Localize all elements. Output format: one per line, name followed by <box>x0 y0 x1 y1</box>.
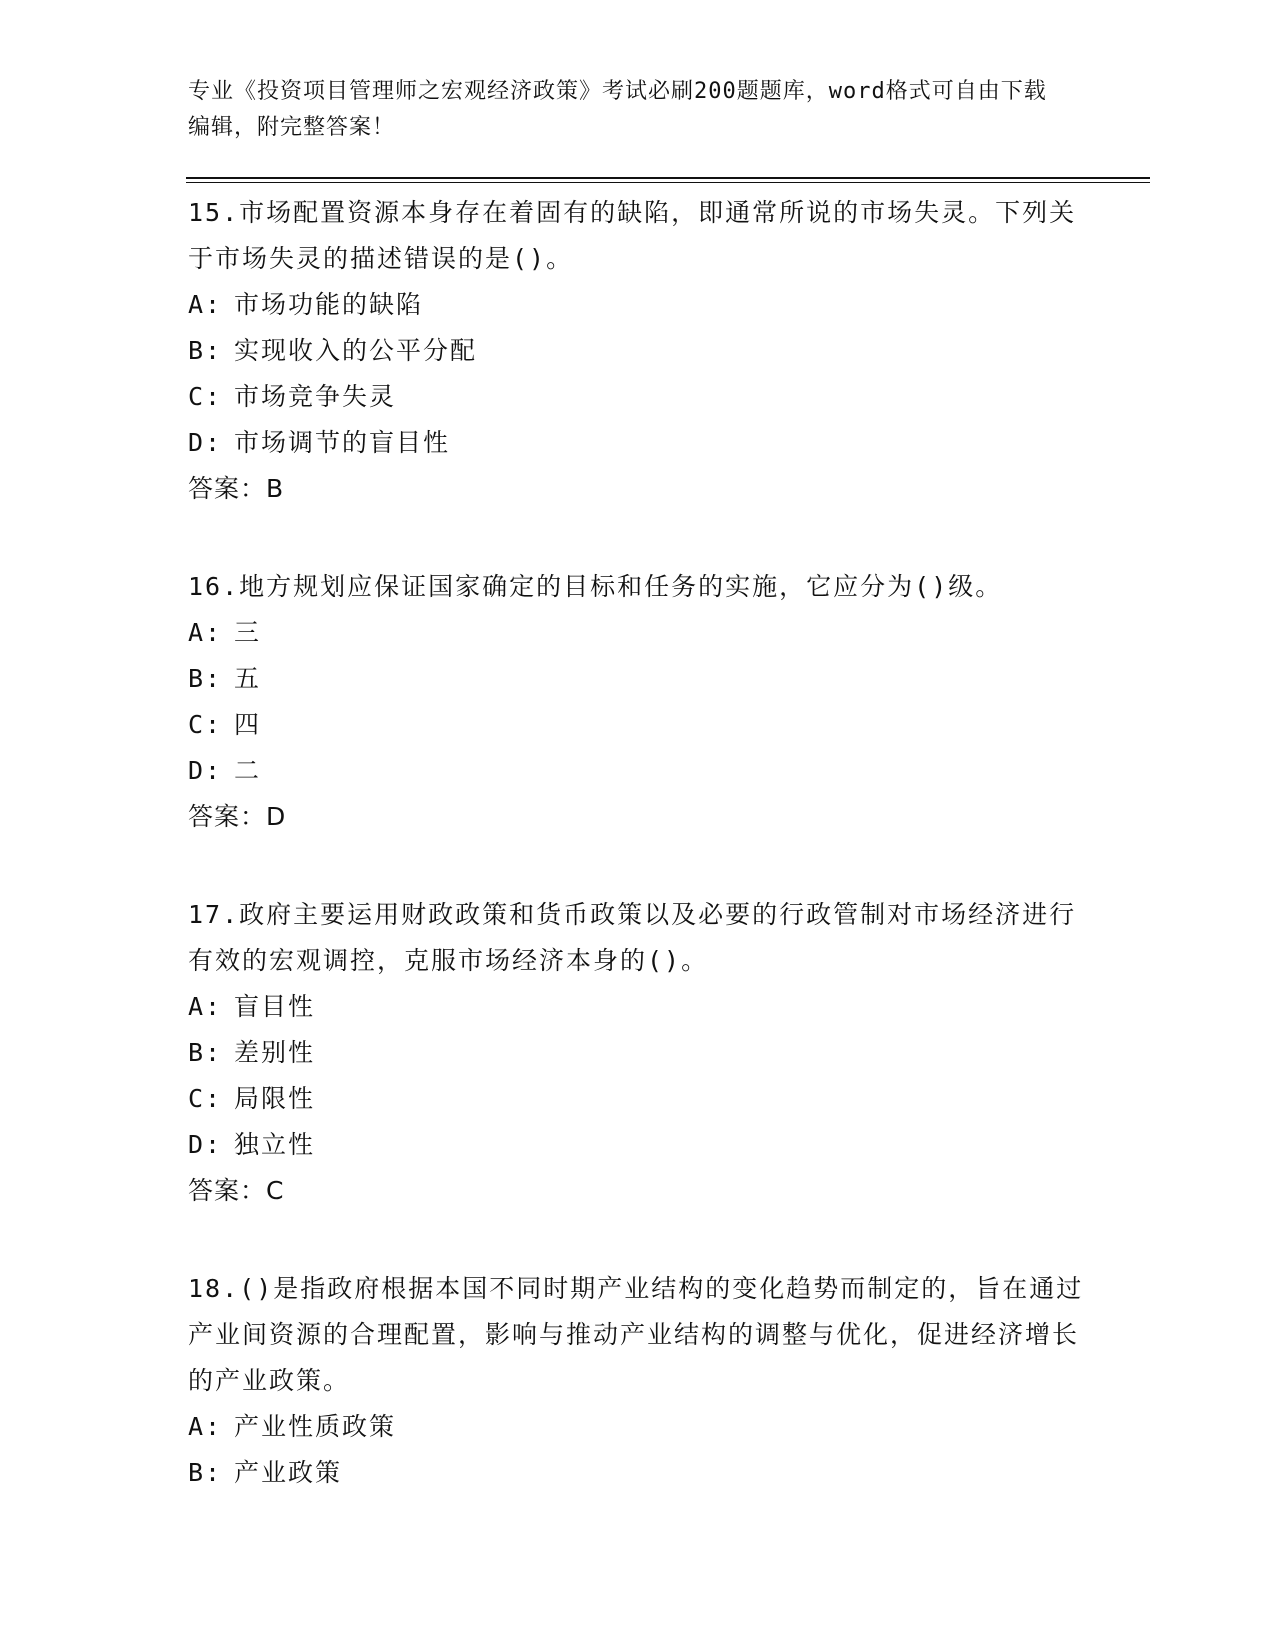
option-text: 二 <box>234 756 262 785</box>
question-stem: 15.市场配置资源本身存在着固有的缺陷，即通常所说的市场失灵。下列关于市场失灵的描述错误的是()。 <box>188 198 1077 273</box>
option-a <box>188 984 1088 1030</box>
option-d <box>188 748 1088 794</box>
option-b <box>188 328 1088 374</box>
option-text: 四 <box>234 710 262 739</box>
option-text: 五 <box>234 664 262 693</box>
option-letter: D: <box>188 1130 223 1159</box>
question-17 <box>188 892 1088 1214</box>
option-letter: A: <box>188 992 223 1021</box>
header-divider-thin <box>186 182 1150 183</box>
option-letter: B: <box>188 336 223 365</box>
question-18 <box>188 1266 1088 1496</box>
question-stem: 17.政府主要运用财政政策和货币政策以及必要的行政管制对市场经济进行有效的宏观调控，克服市场经济本身的()。 <box>188 900 1077 975</box>
option-letter: D: <box>188 756 223 785</box>
option-letter: C: <box>188 1084 223 1113</box>
option-letter: B: <box>188 1038 223 1067</box>
option-letter: A: <box>188 618 223 647</box>
question-stem: 16.地方规划应保证国家确定的目标和任务的实施，它应分为()级。 <box>188 572 1003 601</box>
option-b <box>188 1030 1088 1076</box>
option-text: 盲目性 <box>234 992 316 1021</box>
option-d <box>188 1122 1088 1168</box>
option-b <box>188 1450 1088 1496</box>
option-b <box>188 656 1088 702</box>
option-letter: D: <box>188 428 223 457</box>
question-16 <box>188 564 1088 840</box>
question-stem: 18.()是指政府根据本国不同时期产业结构的变化趋势而制定的，旨在通过产业间资源的合理配置，影响与推动产业结构的调整与优化，促进经济增长的产业政策。 <box>188 1274 1084 1395</box>
option-a <box>188 610 1088 656</box>
answer-line: 答案：B <box>188 474 285 503</box>
question-list <box>188 190 1088 1496</box>
header-text: 专业《投资项目管理师之宏观经济政策》考试必刷200题题库，word格式可自由下载编辑，附完整答案！ <box>188 79 1047 140</box>
option-text: 市场功能的缺陷 <box>234 290 424 319</box>
option-c <box>188 1076 1088 1122</box>
option-text: 局限性 <box>234 1084 316 1113</box>
option-a <box>188 1404 1088 1450</box>
option-letter: C: <box>188 710 223 739</box>
option-letter: B: <box>188 1458 223 1487</box>
option-letter: A: <box>188 290 223 319</box>
option-text: 产业政策 <box>234 1458 343 1487</box>
header-divider <box>186 177 1150 179</box>
option-text: 实现收入的公平分配 <box>234 336 478 365</box>
question-15 <box>188 190 1088 512</box>
option-text: 市场竞争失灵 <box>234 382 397 411</box>
option-text: 差别性 <box>234 1038 316 1067</box>
option-letter: B: <box>188 664 223 693</box>
option-letter: A: <box>188 1412 223 1441</box>
answer-line: 答案：C <box>188 1176 285 1205</box>
option-text: 产业性质政策 <box>234 1412 397 1441</box>
option-d <box>188 420 1088 466</box>
option-a <box>188 282 1088 328</box>
option-text: 独立性 <box>234 1130 316 1159</box>
option-letter: C: <box>188 382 223 411</box>
answer-line: 答案：D <box>188 802 287 831</box>
document-header <box>188 74 1068 146</box>
option-c <box>188 702 1088 748</box>
option-text: 三 <box>234 618 262 647</box>
option-c <box>188 374 1088 420</box>
option-text: 市场调节的盲目性 <box>234 428 451 457</box>
